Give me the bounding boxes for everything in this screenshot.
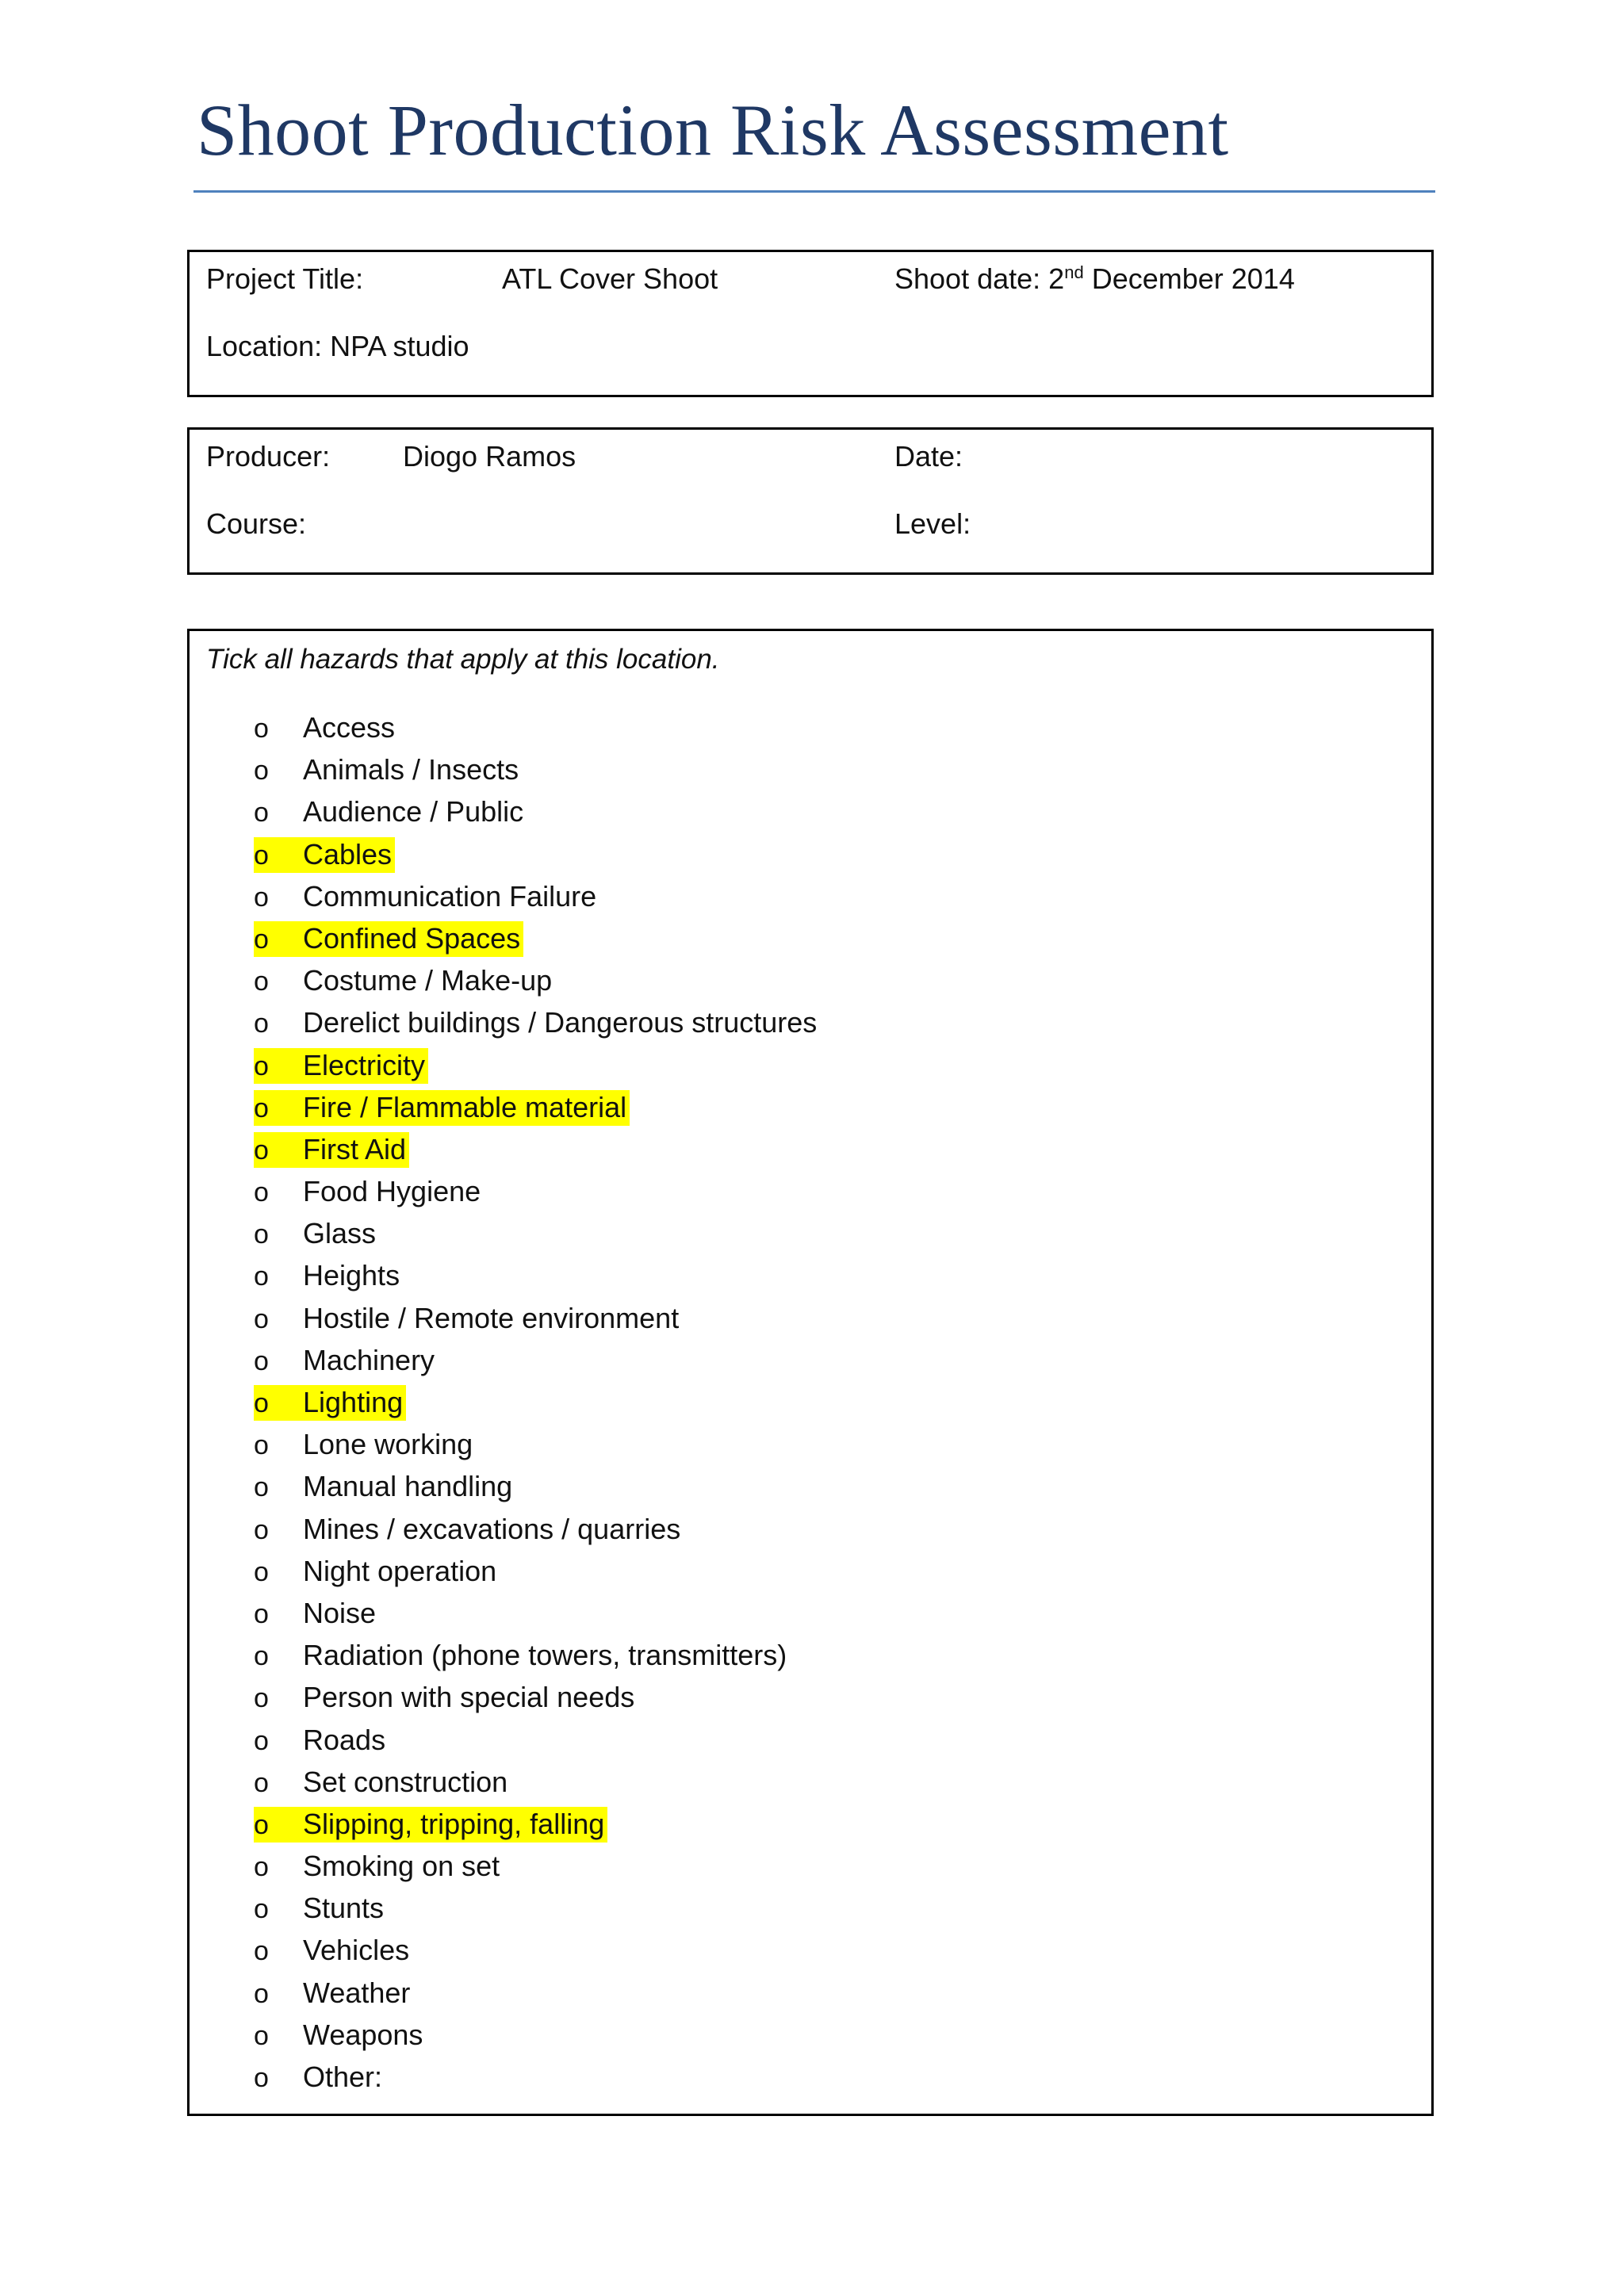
date-label: Date: bbox=[894, 440, 963, 473]
hazard-item-content bbox=[254, 1723, 389, 1758]
hazard-item-label: Smoking on set bbox=[303, 1850, 500, 1883]
hazard-item-content bbox=[254, 1385, 406, 1421]
hazard-item-content bbox=[254, 1469, 515, 1505]
hazard-item-content bbox=[254, 1048, 428, 1084]
checkbox-circle-icon[interactable]: o bbox=[254, 1852, 269, 1883]
hazard-item-label: Electricity bbox=[303, 1048, 426, 1081]
hazard-item-label: Set construction bbox=[303, 1765, 508, 1798]
checkbox-circle-icon[interactable]: o bbox=[254, 1008, 269, 1039]
checkbox-circle-icon[interactable]: o bbox=[254, 2020, 269, 2051]
checkbox-circle-icon[interactable]: o bbox=[254, 1430, 269, 1461]
hazard-item-content bbox=[254, 1132, 409, 1168]
checkbox-circle-icon[interactable]: o bbox=[254, 1261, 269, 1292]
hazard-item[interactable] bbox=[254, 1887, 820, 1929]
hazard-item-content bbox=[254, 1976, 413, 2011]
hazard-item-content bbox=[254, 1427, 476, 1463]
shoot-date-rest: December 2014 bbox=[1091, 262, 1295, 295]
hazard-item-label: Stunts bbox=[303, 1892, 385, 1925]
hazard-item-content bbox=[254, 2060, 385, 2095]
hazard-item-label: Lighting bbox=[303, 1386, 404, 1418]
checkbox-circle-icon[interactable]: o bbox=[254, 1388, 269, 1418]
hazard-item[interactable] bbox=[254, 1381, 820, 1423]
checkbox-circle-icon[interactable]: o bbox=[254, 1556, 269, 1587]
title-divider bbox=[193, 190, 1435, 193]
hazard-item-content bbox=[254, 1554, 500, 1590]
hazard-item-content bbox=[254, 1512, 684, 1548]
project-title-label: Project Title: bbox=[206, 262, 364, 295]
checkbox-circle-icon[interactable]: o bbox=[254, 1219, 269, 1250]
hazard-item-content bbox=[254, 1005, 820, 1041]
shoot-date-suffix: nd bbox=[1064, 262, 1084, 282]
hazard-item-content bbox=[254, 1638, 790, 1674]
hazard-item-content bbox=[254, 1090, 630, 1126]
hazard-item[interactable] bbox=[254, 1423, 820, 1465]
hazard-item-label: Hostile / Remote environment bbox=[303, 1301, 680, 1334]
producer-label: Producer: bbox=[206, 440, 331, 473]
producer-value[interactable]: Diogo Ramos bbox=[403, 440, 576, 473]
hazard-item-label: Lone working bbox=[303, 1428, 473, 1461]
hazard-item-content bbox=[254, 1849, 503, 1885]
location-field[interactable] bbox=[206, 332, 469, 361]
hazard-item[interactable] bbox=[254, 1761, 820, 1803]
hazard-item-content bbox=[254, 963, 555, 999]
hazard-item[interactable] bbox=[254, 1634, 820, 1676]
checkbox-circle-icon[interactable]: o bbox=[254, 1598, 269, 1629]
hazard-item-label: Mines / excavations / quarries bbox=[303, 1512, 681, 1545]
hazard-item-label: Vehicles bbox=[303, 1934, 410, 1967]
hazard-item-label: Cables bbox=[303, 837, 393, 871]
checkbox-circle-icon[interactable]: o bbox=[254, 966, 269, 997]
hazard-item[interactable] bbox=[254, 1465, 820, 1507]
hazard-item[interactable] bbox=[254, 1001, 820, 1043]
checkbox-circle-icon[interactable]: o bbox=[254, 924, 269, 955]
checkbox-circle-icon[interactable]: o bbox=[254, 1177, 269, 1208]
hazard-item-label: Night operation bbox=[303, 1554, 497, 1587]
hazard-item-content bbox=[254, 1343, 438, 1379]
hazard-item-label: Audience / Public bbox=[303, 795, 524, 828]
checkbox-circle-icon[interactable]: o bbox=[254, 1135, 269, 1165]
hazard-item-content bbox=[254, 1258, 403, 1294]
checkbox-circle-icon[interactable]: o bbox=[254, 1809, 269, 1840]
hazard-item-content bbox=[254, 1596, 379, 1632]
hazard-item-label: Confined Spaces bbox=[303, 921, 521, 955]
hazard-item-label: Machinery bbox=[303, 1343, 435, 1376]
hazard-item-label: Glass bbox=[303, 1217, 377, 1250]
hazard-item-label: Slipping, tripping, falling bbox=[303, 1807, 605, 1840]
checkbox-circle-icon[interactable]: o bbox=[254, 1767, 269, 1798]
checkbox-circle-icon[interactable]: o bbox=[254, 882, 269, 913]
hazard-item-content bbox=[254, 2018, 426, 2053]
hazard-item[interactable] bbox=[254, 790, 820, 832]
hazard-item-content bbox=[254, 1807, 607, 1843]
hazard-item[interactable] bbox=[254, 1719, 820, 1761]
checkbox-circle-icon[interactable]: o bbox=[254, 714, 269, 744]
hazard-item-label: Derelict buildings / Dangerous structures bbox=[303, 1006, 818, 1039]
hazard-item[interactable] bbox=[254, 2056, 820, 2098]
hazard-item-label: Heights bbox=[303, 1259, 400, 1292]
hazard-item[interactable] bbox=[254, 1128, 820, 1170]
hazard-item[interactable] bbox=[254, 833, 820, 875]
hazard-item-content bbox=[254, 879, 599, 915]
checkbox-circle-icon[interactable]: o bbox=[254, 2063, 269, 2093]
hazard-item-label: Fire / Flammable material bbox=[303, 1090, 627, 1123]
checkbox-circle-icon[interactable]: o bbox=[254, 1093, 269, 1123]
hazard-item[interactable] bbox=[254, 1550, 820, 1592]
location-label: Location: bbox=[206, 330, 323, 362]
hazard-item-content bbox=[254, 1891, 387, 1927]
checkbox-circle-icon[interactable]: o bbox=[254, 1514, 269, 1545]
hazard-item-label: Access bbox=[303, 711, 396, 744]
hazard-item[interactable] bbox=[254, 1972, 820, 2014]
hazard-item-content bbox=[254, 794, 527, 830]
hazard-item-content bbox=[254, 1174, 484, 1210]
hazard-item-label: Weather bbox=[303, 1976, 411, 2009]
checkbox-circle-icon[interactable]: o bbox=[254, 798, 269, 828]
hazard-item-label: Roads bbox=[303, 1723, 386, 1756]
hazard-item[interactable] bbox=[254, 1297, 820, 1339]
checkbox-circle-icon[interactable]: o bbox=[254, 1978, 269, 2009]
course-label: Course: bbox=[206, 507, 307, 540]
hazard-item[interactable] bbox=[254, 959, 820, 1001]
hazard-item-label: Animals / Insects bbox=[303, 753, 519, 786]
checkbox-circle-icon[interactable]: o bbox=[254, 1894, 269, 1925]
hazard-item[interactable] bbox=[254, 1592, 820, 1634]
hazard-item[interactable] bbox=[254, 1929, 820, 1971]
hazard-item[interactable] bbox=[254, 875, 820, 917]
hazard-item-content bbox=[254, 1765, 511, 1800]
hazard-item[interactable] bbox=[254, 748, 820, 790]
hazard-item-label: Radiation (phone towers, transmitters) bbox=[303, 1639, 787, 1672]
hazard-item[interactable] bbox=[254, 917, 820, 959]
shoot-date-label: Shoot date: bbox=[894, 262, 1041, 295]
checkbox-circle-icon[interactable]: o bbox=[254, 1683, 269, 1714]
hazard-item-label: Costume / Make-up bbox=[303, 964, 553, 997]
project-title-value[interactable]: ATL Cover Shoot bbox=[502, 262, 718, 295]
hazard-item-content bbox=[254, 1301, 682, 1337]
checkbox-circle-icon[interactable]: o bbox=[254, 1303, 269, 1334]
hazard-item[interactable] bbox=[254, 1044, 820, 1086]
shoot-date-day: 2 bbox=[1048, 262, 1065, 295]
hazard-item-label: Person with special needs bbox=[303, 1681, 635, 1714]
hazard-item-content bbox=[254, 752, 522, 788]
hazard-item-content bbox=[254, 710, 398, 746]
hazard-item[interactable] bbox=[254, 1803, 820, 1845]
checkbox-circle-icon[interactable]: o bbox=[254, 1472, 269, 1503]
hazard-item-label: Communication Failure bbox=[303, 879, 597, 913]
hazard-item[interactable] bbox=[254, 1170, 820, 1212]
hazard-item-content bbox=[254, 1933, 412, 1969]
checkbox-circle-icon[interactable]: o bbox=[254, 1936, 269, 1967]
hazard-item-label: Noise bbox=[303, 1596, 377, 1629]
hazard-list bbox=[254, 706, 820, 2098]
checkbox-circle-icon[interactable]: o bbox=[254, 1345, 269, 1376]
hazard-item[interactable] bbox=[254, 706, 820, 748]
producer-info-box bbox=[187, 427, 1434, 575]
hazard-item[interactable] bbox=[254, 1845, 820, 1887]
hazard-item[interactable] bbox=[254, 2014, 820, 2056]
hazard-item-content bbox=[254, 837, 395, 873]
hazard-item[interactable] bbox=[254, 1676, 820, 1718]
checkbox-circle-icon[interactable]: o bbox=[254, 1641, 269, 1672]
hazard-item-label: First Aid bbox=[303, 1132, 407, 1165]
hazard-item-label: Manual handling bbox=[303, 1470, 513, 1503]
hazard-item-content bbox=[254, 921, 523, 957]
location-value: NPA studio bbox=[330, 330, 469, 362]
checkbox-circle-icon[interactable]: o bbox=[254, 840, 269, 871]
checkbox-circle-icon[interactable]: o bbox=[254, 1050, 269, 1081]
checkbox-circle-icon[interactable]: o bbox=[254, 756, 269, 786]
hazard-item[interactable] bbox=[254, 1339, 820, 1381]
hazard-item[interactable] bbox=[254, 1254, 820, 1296]
hazard-item-content bbox=[254, 1216, 379, 1252]
hazard-item-label: Weapons bbox=[303, 2018, 423, 2051]
page-title: Shoot Production Risk Assessment bbox=[197, 90, 1229, 170]
hazard-item[interactable] bbox=[254, 1212, 820, 1254]
hazard-item-label: Other: bbox=[303, 2061, 383, 2093]
hazard-item[interactable] bbox=[254, 1086, 820, 1128]
hazard-item-label: Food Hygiene bbox=[303, 1175, 481, 1208]
hazard-item[interactable] bbox=[254, 1508, 820, 1550]
hazard-item-content bbox=[254, 1680, 638, 1716]
shoot-date[interactable] bbox=[894, 262, 1295, 295]
checkbox-circle-icon[interactable]: o bbox=[254, 1725, 269, 1756]
level-label: Level: bbox=[894, 507, 971, 540]
hazard-instructions: Tick all hazards that apply at this location. bbox=[206, 644, 720, 675]
